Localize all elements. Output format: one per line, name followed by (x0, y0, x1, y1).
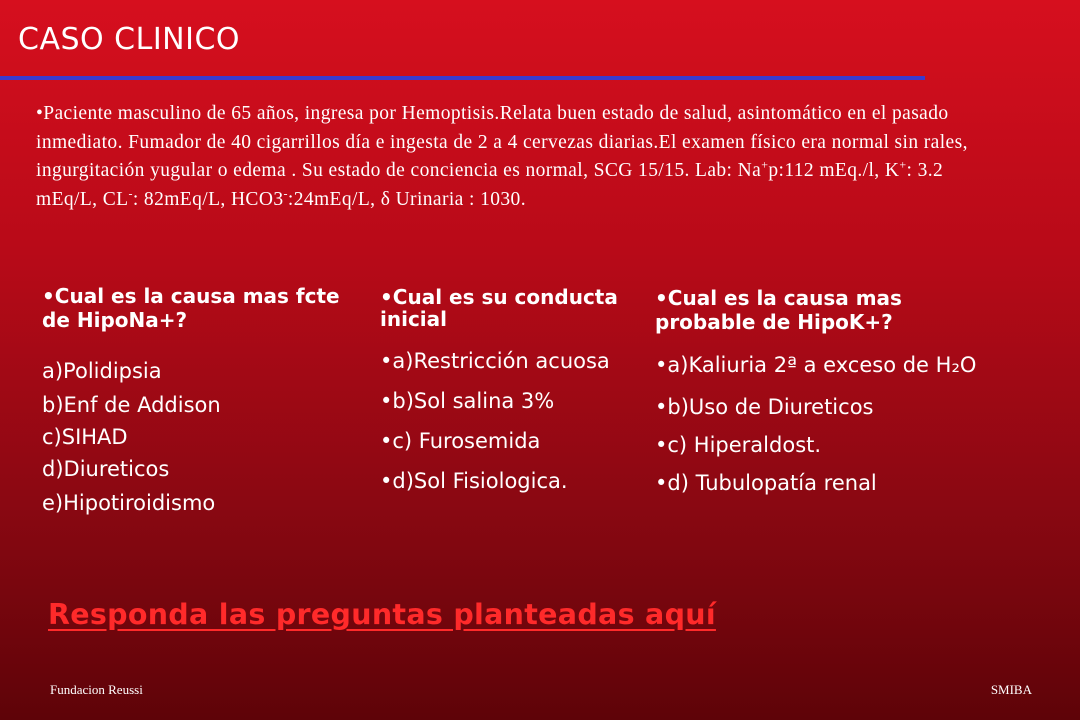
question-2-answer-d: •d)Sol Fisiologica. (380, 469, 568, 493)
question-1-answers (42, 354, 362, 520)
question-2-text: •Cual es su conducta inicial (380, 285, 618, 331)
case-text-part-5: :24mEq/L, δ Urinaria : 1030. (287, 188, 526, 210)
question-column-hipokalemia (655, 286, 985, 496)
case-text-part-3: : 3.2 mEq/L, CL (36, 160, 944, 210)
slide-title: CASO CLINICO (18, 22, 241, 57)
case-text-part-4: : 82mEq/L, HCO3 (132, 188, 284, 210)
case-sup-2: + (899, 157, 907, 172)
footer-society: SMIBA (990, 682, 1032, 697)
case-text-part-1: Paciente masculino de 65 años, ingresa por Hemoptisis.Relata buen estado de salud, asintomático en el pasado inmediato. Fumador de 40 cigarrillos día e ingesta de 2 a 4 cervezas diarias.El examen físico era normal sin rales, ingurgitación yugular o edema . Su estado de conciencia es normal, SCG 15/15. Lab: Na (36, 103, 968, 181)
question-3-answer-b: •b)Uso de Diureticos (655, 395, 874, 419)
case-sup-3: - (128, 186, 133, 200)
case-sup-1: + (761, 157, 769, 172)
case-description (36, 100, 996, 214)
case-sup-4: - (283, 186, 288, 200)
question-1-answer-b: b)Enf de Addison (42, 393, 221, 417)
case-text-part-2: p:112 mEq./l, K (768, 160, 900, 181)
title-divider (0, 76, 925, 80)
question-1-answer-c: c)SIHAD (42, 425, 128, 449)
case-bullet: • (36, 103, 44, 124)
footer-organization: Fundacion Reussi (50, 682, 143, 697)
question-column-conducta (380, 286, 630, 494)
question-column-hiponatremia (42, 284, 362, 520)
question-3-answer-c: •c) Hiperaldost. (655, 433, 822, 457)
answer-questions-link[interactable]: Responda las preguntas planteadas aquí (48, 598, 716, 631)
question-1-answer-e: e)Hipotiroidismo (42, 491, 216, 515)
question-2-answer-c: •c) Furosemida (380, 429, 541, 453)
question-3-answer-d: •d) Tubulopatía renal (655, 471, 877, 495)
question-1-answer-d: d)Diureticos (42, 457, 170, 481)
question-2-answer-b: •b)Sol salina 3% (380, 389, 555, 413)
question-3-answer-a: •a)Kaliuria 2ª a exceso de H₂O (655, 353, 977, 377)
question-3-text: •Cual es la causa mas probable de HipoK+? (655, 286, 902, 334)
question-2-answer-a: •a)Restricción acuosa (380, 349, 610, 373)
question-1-answer-a: a)Polidipsia (42, 359, 162, 383)
question-1-text: •Cual es la causa mas fcte de HipoNa+? (42, 284, 340, 332)
